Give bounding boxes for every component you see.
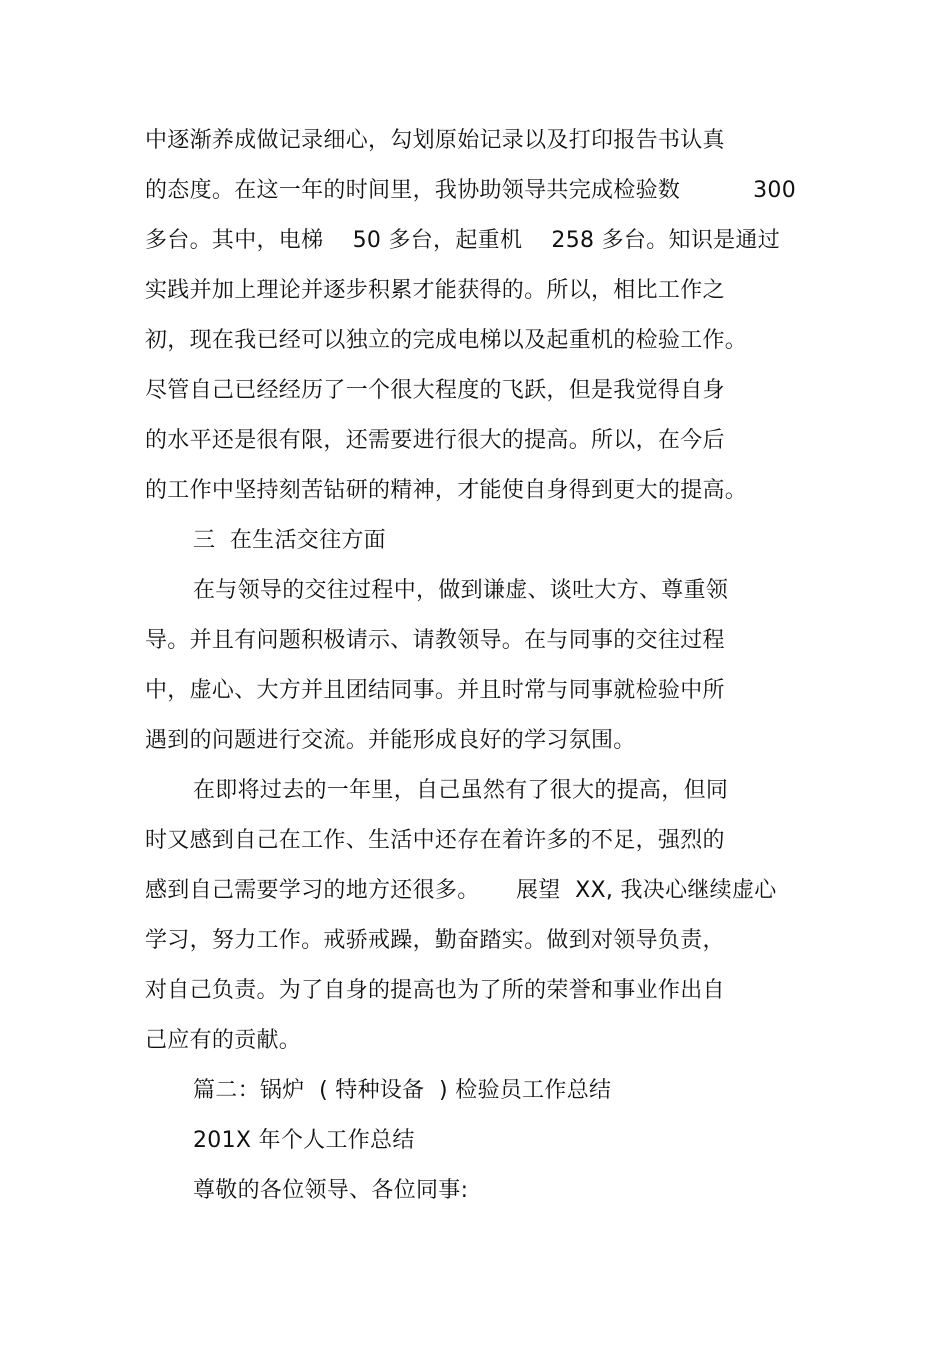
paragraph-line: 的水平还是很有限，还需要进行很大的提高。所以，在今后 (145, 428, 725, 453)
paragraph-line: 对自己负责。为了自身的提高也为了所的荣誉和事业作出自 (145, 978, 725, 1003)
paragraph-line: 尽管自己已经经历了一个很大程度的飞跃，但是我觉得自身 (145, 378, 725, 403)
paragraph-line: 导。并且有问题积极请示、请教领导。在与同事的交往过程 (145, 628, 725, 653)
paragraph-line: 的态度。在这一年的时间里，我协助领导共完成检验数 300 (145, 178, 797, 203)
section-heading: 三 在生活交往方面 (193, 528, 386, 553)
paragraph-line: 在即将过去的一年里，自己虽然有了很大的提高，但同 (193, 778, 729, 803)
paragraph-line: 实践并加上理论并逐步积累才能获得的。所以，相比工作之 (145, 278, 725, 303)
paragraph-line: 的工作中坚持刻苦钻研的精神，才能使自身得到更大的提高。 (145, 478, 748, 503)
chapter-heading: 篇二：锅炉 ( 特种设备 ) 检验员工作总结 (193, 1078, 612, 1103)
paragraph-line: 在与领导的交往过程中，做到谦虚、谈吐大方、尊重领 (193, 578, 729, 603)
paragraph-line: 中，虚心、大方并且团结同事。并且时常与同事就检验中所 (145, 678, 725, 703)
paragraph-line: 时又感到自己在工作、生活中还存在着许多的不足，强烈的 (145, 828, 725, 853)
salutation: 尊敬的各位领导、各位同事: (193, 1178, 469, 1203)
paragraph-line: 感到自己需要学习的地方还很多。 展望 XX, 我决心继续虚心 (145, 878, 777, 903)
paragraph-line: 多台。其中，电梯 50 多台，起重机 258 多台。知识是通过 (145, 228, 781, 253)
paragraph-line: 学习，努力工作。戒骄戒躁，勤奋踏实。做到对领导负责， (145, 928, 725, 953)
paragraph-line: 遇到的问题进行交流。并能形成良好的学习氛围。 (145, 728, 636, 753)
paragraph-line: 初，现在我已经可以独立的完成电梯以及起重机的检验工作。 (145, 328, 748, 353)
paragraph-line: 中逐渐养成做记录细心，勾划原始记录以及打印报告书认真 (145, 128, 725, 153)
report-title: 201X 年个人工作总结 (193, 1128, 415, 1153)
paragraph-line: 己应有的贡献。 (145, 1028, 302, 1053)
